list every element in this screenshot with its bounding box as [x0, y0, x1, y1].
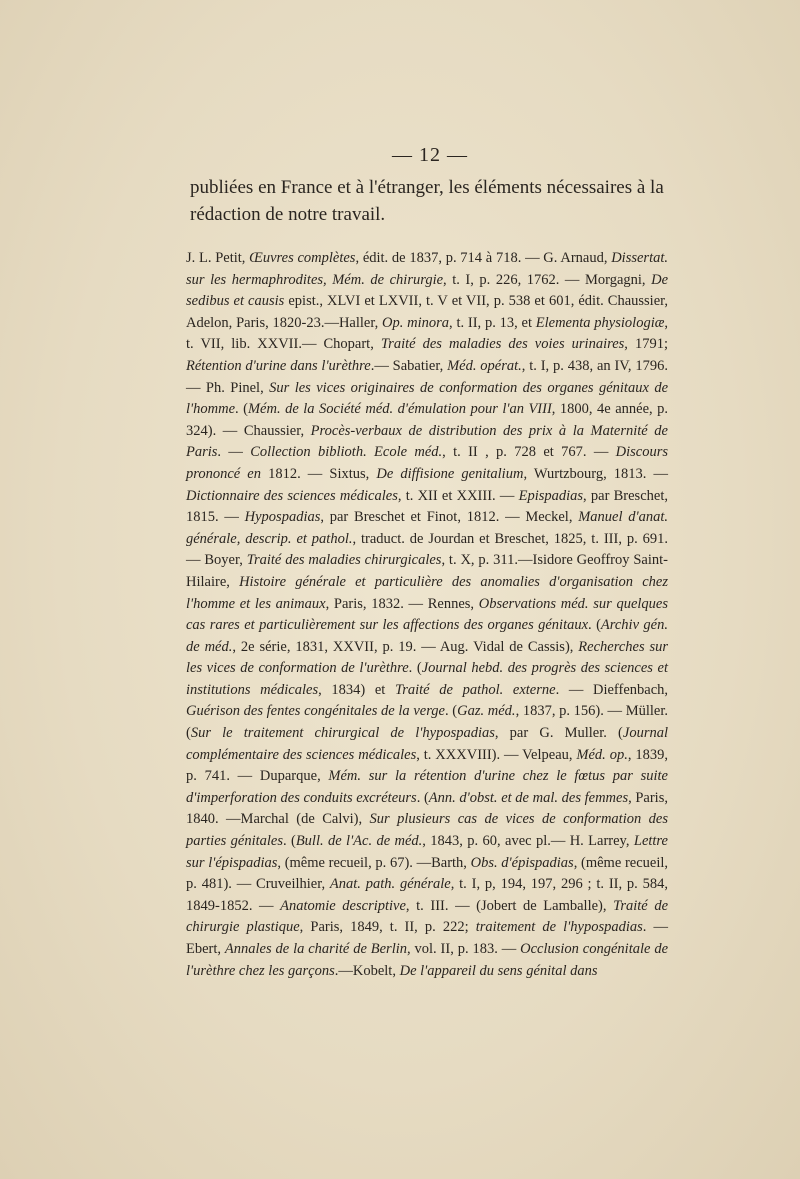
bibliography-text: J. L. Petit, [186, 250, 250, 266]
bibliography-italic-title: Archiv gén. de méd. [186, 617, 668, 655]
bibliography-text: . ( [416, 789, 429, 806]
bibliography-italic-title: Traité de pathol. externe [394, 681, 556, 698]
bibliography-italic-title: Rétention d'urine dans l'urèthre [186, 357, 371, 374]
bibliography-text: 1812. — Sixtus, [261, 465, 377, 482]
bibliography-text: . — Ebert, [186, 919, 668, 957]
bibliography-italic-title: Traité des maladies des voies urinaires [380, 336, 625, 353]
bibliography-italic-title: Sur le traitement chirurgical de l'hypospadias [190, 725, 495, 742]
bibliography-italic-title: Collection biblioth. Ecole méd. [250, 444, 443, 461]
bibliography-text: .— Sabatier, [370, 357, 448, 374]
bibliography-text: , 1843, p. 60, avec pl.— H. Larrey, [422, 833, 634, 850]
bibliography-text: , t. I, p, 194, 197, 296 ; t. II, p. 584, 1849-1852. — [186, 876, 668, 914]
bibliography-italic-title: Recherches sur les vices de conformation de l'urèthre [186, 638, 669, 677]
bibliography-text: , (même recueil, p. 67). —Barth, [277, 854, 471, 871]
bibliography-text: , 1837, p. 156). — Müller. ( [186, 703, 668, 742]
bibliography-italic-title: Traité de chirurgie plastique [186, 897, 669, 936]
bibliography-text: , Wurtzbourg, 1813. — [523, 465, 669, 482]
bibliography-italic-title: Annales de la charité de Berlin [224, 941, 408, 957]
bibliography-italic-title: Elementa physiologiæ [535, 314, 665, 331]
bibliography-italic-title: Histoire générale et particulière des anomalies d'organisation chez l'homme et les animaux [186, 573, 668, 612]
bibliography-text: , t. III. — (Jobert de Lamballe), [405, 897, 614, 914]
bibliography-text: , 1800, 4e année, p. 324). — Chaussier, [186, 401, 668, 439]
bibliography-text: . ( [235, 401, 248, 418]
bibliography-italic-title: De diffisione genitalium [376, 465, 524, 482]
bibliography-text: , édit. de 1837, p. 714 à 718. — G. Arnaud, [355, 250, 612, 266]
bibliography-italic-title: De l'appareil du sens génital dans [399, 962, 598, 979]
bibliography-italic-title: Dissertat. sur les hermaphrodites, Mém. de chirurgie [186, 250, 668, 288]
bibliography-italic-title: Guérison des fentes congénitales de la verge [186, 703, 445, 720]
bibliography-italic-title: Epispadias [518, 487, 584, 504]
bibliography-italic-title: Méd. opérat. [447, 357, 522, 374]
bibliography-text: , par Breschet et Finot, 1812. — Meckel, [320, 509, 579, 526]
bibliography-italic-title: Dictionnaire des sciences médicales [186, 487, 398, 504]
bibliography-text: , 2e série, 1831, XXVII, p. 19. — Aug. Vidal de Cassis), [232, 638, 579, 655]
bibliography-italic-title: Discours prononcé en [186, 444, 669, 482]
bibliography-text: . — Dieffenbach, [555, 681, 669, 698]
bibliography-italic-title: Obs. d'épispadias [470, 854, 574, 871]
bibliography-italic-title: Bull. de l'Ac. de méd. [295, 833, 423, 850]
bibliography-italic-title: Sur les vices originaires de conformation des organes génitaux de l'homme [186, 379, 669, 418]
bibliography-text: , t. XXXVIII). — Velpeau, [416, 746, 577, 763]
bibliography-italic-title: Journal hebd. des progrès des sciences et institutions médicales [186, 660, 668, 698]
bibliography-italic-title: traitement de l'hypospadias [475, 919, 643, 936]
page-number: — 12 — [392, 144, 468, 166]
bibliography-italic-title: Procès-verbaux de distribution des prix à la Maternité de Paris [186, 422, 668, 461]
bibliography-italic-title: Occlusion congénitale de l'urèthre chez les garçons [186, 941, 669, 979]
bibliography-text: , Paris, 1840. —Marchal (de Calvi), [186, 789, 668, 828]
bibliography-text: , par Breschet, 1815. — [186, 487, 668, 526]
bibliography-italic-title: Œuvres complètes [249, 250, 356, 266]
bibliography-italic-title: Anatomie descriptive [280, 897, 406, 914]
bibliography-italic-title: Ann. d'obst. et de mal. des femmes [428, 789, 629, 806]
bibliography-text: . — [217, 444, 251, 461]
bibliography-italic-title: Traité des maladies chirurgicales [246, 552, 442, 569]
bibliography-italic-title: Hypospadias [244, 509, 321, 526]
bibliography-italic-title: Méd. op. [576, 746, 628, 763]
bibliography-text: , t. X, p. 311.—Isidore Geoffroy Saint-Hilaire, [186, 552, 668, 590]
bibliography-italic-title: Observations méd. sur quelques cas rares et particulièrement sur les affections des organes génitaux [186, 595, 668, 634]
bibliography-text: .—Kobelt, [334, 962, 400, 979]
bibliography-text: , t. I, p. 438, an IV, 1796.— Ph. Pinel, [186, 357, 668, 396]
bibliography-italic-title: Op. minora [382, 314, 450, 331]
bibliography-italic-title: Journal complémentaire des sciences médicales [186, 725, 668, 763]
intro-paragraph: publiées en France et à l'étranger, les éléments nécessaires à la rédaction de notre travail. [190, 177, 664, 225]
bibliography-italic-title: Mém. de la Société méd. d'émulation pour l'an VIII [247, 401, 552, 418]
bibliography-italic-title: Sur plusieurs cas de vices de conformation des parties génitales [186, 811, 668, 850]
bibliography-text: , t. II, p. 13, et [449, 314, 536, 331]
bibliography-text: , 1834) et [318, 681, 395, 698]
bibliography-italic-title: Lettre sur l'épispadias [186, 833, 668, 871]
bibliography-text: . ( [283, 833, 296, 850]
bibliography-text: . ( [588, 617, 601, 634]
bibliography-text: , Paris, 1849, t. II, p. 222; [299, 919, 476, 936]
bibliography-paragraph [186, 248, 668, 982]
bibliography-text: . ( [408, 660, 422, 677]
bibliography-text: , par G. Muller. ( [494, 725, 623, 742]
bibliography-text: , t. VII, lib. XXVII.— Chopart, [186, 314, 669, 353]
bibliography-italic-title: Mém. sur la rétention d'urine chez le fœtus par suite d'imperforation des conduits excréteurs [186, 768, 668, 806]
bibliography-text: epist., XLVI et LXVII, t. V et VII, p. 538 et 601, édit. Chaussier, Adelon, Paris, 1820-23.—Haller, [186, 293, 668, 331]
bibliography-text: , t. XII et XXIII. — [397, 487, 519, 504]
bibliography-text: , Paris, 1832. — Rennes, [325, 595, 479, 612]
bibliography-text: , t. I, p. 226, 1762. — Morgagni, [443, 271, 652, 288]
bibliography-text: , 1791; [624, 336, 668, 353]
bibliography-italic-title: Gaz. méd. [457, 703, 516, 720]
bibliography-text: , vol. II, p. 183. — [407, 941, 521, 957]
bibliography-italic-title: De sedibus et causis [186, 271, 669, 310]
bibliography-text: . ( [445, 703, 458, 720]
bibliography-text: , traduct. de Jourdan et Breschet, 1825, t. III, p. 691. — Boyer, [186, 530, 669, 569]
bibliography-italic-title: Anat. path. générale [329, 876, 451, 893]
bibliography-text: , (même recueil, p. 481). — Cruveilhier, [186, 854, 669, 893]
bibliography-text: , t. II , p. 728 et 767. — [442, 444, 616, 461]
bibliography-italic-title: Manuel d'anat. générale, descrip. et pathol. [186, 509, 669, 547]
bibliography-text: , 1839, p. 741. — Duparque, [186, 746, 668, 785]
